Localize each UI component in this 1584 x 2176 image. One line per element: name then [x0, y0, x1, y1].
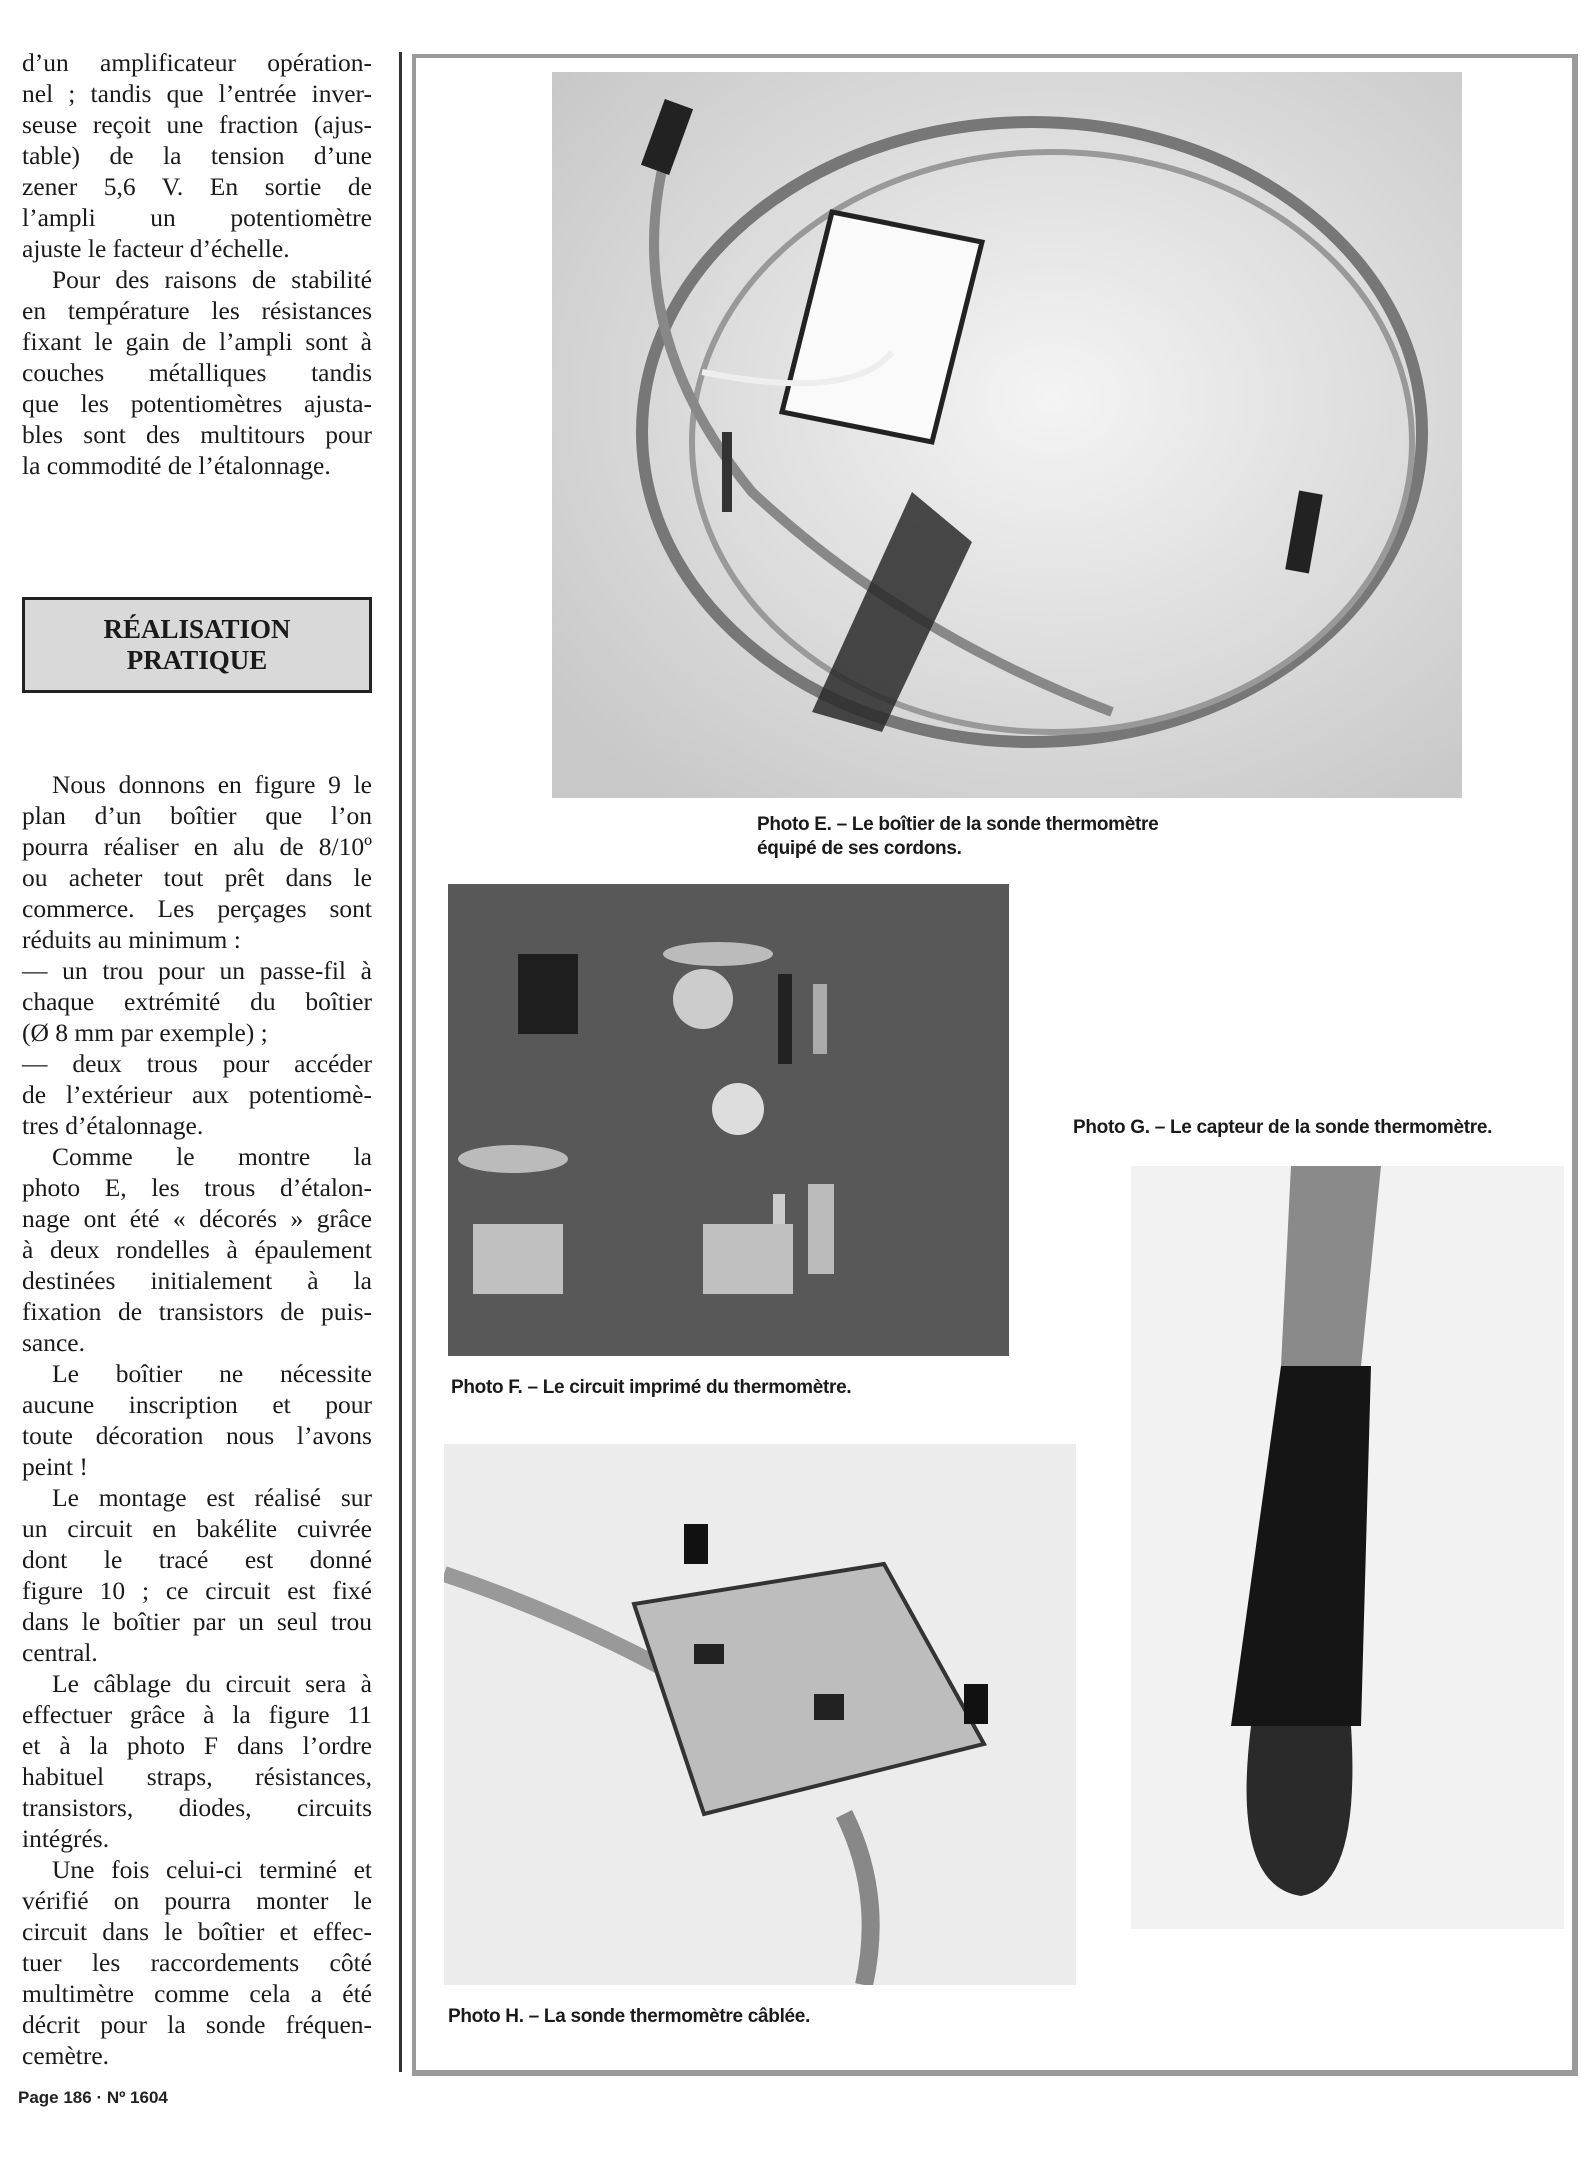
text-line: chaque extrémité du boîtier — [22, 987, 372, 1016]
text-line: dont le tracé est donné — [22, 1545, 372, 1574]
text-line: plan d’un boîtier que l’on — [22, 801, 372, 830]
text-line: circuit dans le boîtier et effec- — [22, 1917, 372, 1946]
text-line: Une fois celui-ci terminé et — [52, 1855, 372, 1884]
text-line: et à la photo F dans l’ordre — [22, 1731, 372, 1760]
section-heading-line-2: PRATIQUE — [126, 645, 268, 675]
text-line: Comme le montre la — [52, 1142, 372, 1171]
text-line: dans le boîtier par un seul trou — [22, 1607, 372, 1636]
text-line: destinées initialement à la — [22, 1266, 372, 1295]
page-footer: Page 186 · Nº 1604 — [18, 2088, 168, 2107]
text-line: — un trou pour un passe-fil à — [22, 956, 372, 985]
text-line: tres d’étalonnage. — [22, 1111, 204, 1140]
photo-h-wired-probe — [444, 1444, 1076, 1985]
text-line: toute décoration nous l’avons — [22, 1421, 372, 1450]
photo-g-sensor — [1131, 1166, 1564, 1929]
text-line: transistors, diodes, circuits — [22, 1793, 372, 1822]
text-line: aucune inscription et pour — [22, 1390, 372, 1419]
section-heading-line-1: RÉALISATION — [103, 614, 291, 644]
text-line: — deux trous pour accéder — [22, 1049, 372, 1078]
article-column-bottom — [22, 769, 372, 2071]
text-line: central. — [22, 1638, 98, 1667]
text-line: sance. — [22, 1328, 86, 1357]
text-line: photo E, les trous d’étalon- — [22, 1173, 372, 1202]
text-line: un circuit en bakélite cuivrée — [22, 1514, 372, 1543]
text-line: ajuste le facteur d’échelle. — [22, 234, 290, 263]
text-line: bles sont des multitours pour — [22, 420, 372, 449]
text-line: de l’extérieur aux potentiomè- — [22, 1080, 372, 1109]
text-line: pourra réaliser en alu de 8/10º — [22, 832, 372, 861]
text-line: Le montage est réalisé sur — [52, 1483, 372, 1512]
photo-e-probe-housing — [552, 72, 1462, 798]
text-line: cemètre. — [22, 2041, 110, 2070]
text-line: nage ont été « décorés » grâce — [22, 1204, 372, 1233]
text-line: couches métalliques tandis — [22, 358, 372, 387]
caption-photo-e-line-2: équipé de ses cordons. — [757, 838, 962, 859]
text-line: commerce. Les perçages sont — [22, 894, 372, 923]
text-line: fixation de transistors de puis- — [22, 1297, 372, 1326]
text-line: nel ; tandis que l’entrée inver- — [22, 79, 372, 108]
text-line: intégrés. — [22, 1824, 110, 1853]
text-line: fixant le gain de l’ampli sont à — [22, 327, 372, 356]
text-line: que les potentiomètres ajusta- — [22, 389, 372, 418]
caption-photo-e-line-1: Photo E. – Le boîtier de la sonde thermomètre — [757, 814, 1159, 835]
caption-photo-h: Photo H. – La sonde thermomètre câblée. — [448, 2006, 811, 2027]
caption-photo-g: Photo G. – Le capteur de la sonde thermomètre. — [1073, 1117, 1493, 1138]
text-line: vérifié on pourra monter le — [22, 1886, 372, 1915]
text-line: (Ø 8 mm par exemple) ; — [22, 1018, 268, 1047]
caption-photo-f: Photo F. – Le circuit imprimé du thermomètre. — [451, 1377, 852, 1398]
caption-photo-e — [757, 813, 1158, 861]
text-line: Le câblage du circuit sera à — [52, 1669, 372, 1698]
text-line: multimètre comme cela a été — [22, 1979, 372, 2008]
text-line: table) de la tension d’une — [22, 141, 372, 170]
text-line: peint ! — [22, 1452, 88, 1481]
text-line: ou acheter tout prêt dans le — [22, 863, 372, 892]
text-line: Pour des raisons de stabilité — [52, 265, 372, 294]
text-line: figure 10 ; ce circuit est fixé — [22, 1576, 372, 1605]
text-line: Le boîtier ne nécessite — [52, 1359, 372, 1388]
column-divider — [399, 52, 402, 2072]
text-line: en température les résistances — [22, 296, 372, 325]
article-column-top — [22, 47, 372, 481]
text-line: zener 5,6 V. En sortie de — [22, 172, 372, 201]
text-line: seuse reçoit une fraction (ajus- — [22, 110, 372, 139]
photo-f-circuit-board — [448, 884, 1009, 1356]
text-line: effectuer grâce à la figure 11 — [22, 1700, 372, 1729]
section-heading — [22, 597, 372, 693]
text-line: habituel straps, résistances, — [22, 1762, 372, 1791]
text-line: décrit pour la sonde fréquen- — [22, 2010, 372, 2039]
text-line: à deux rondelles à épaulement — [22, 1235, 372, 1264]
text-line: l’ampli un potentiomètre — [22, 203, 372, 232]
text-line: réduits au minimum : — [22, 925, 241, 954]
text-line: d’un amplificateur opération- — [22, 48, 372, 77]
text-line: Nous donnons en figure 9 le — [52, 770, 372, 799]
text-line: tuer les raccordements côté — [22, 1948, 372, 1977]
text-line: la commodité de l’étalonnage. — [22, 451, 331, 480]
